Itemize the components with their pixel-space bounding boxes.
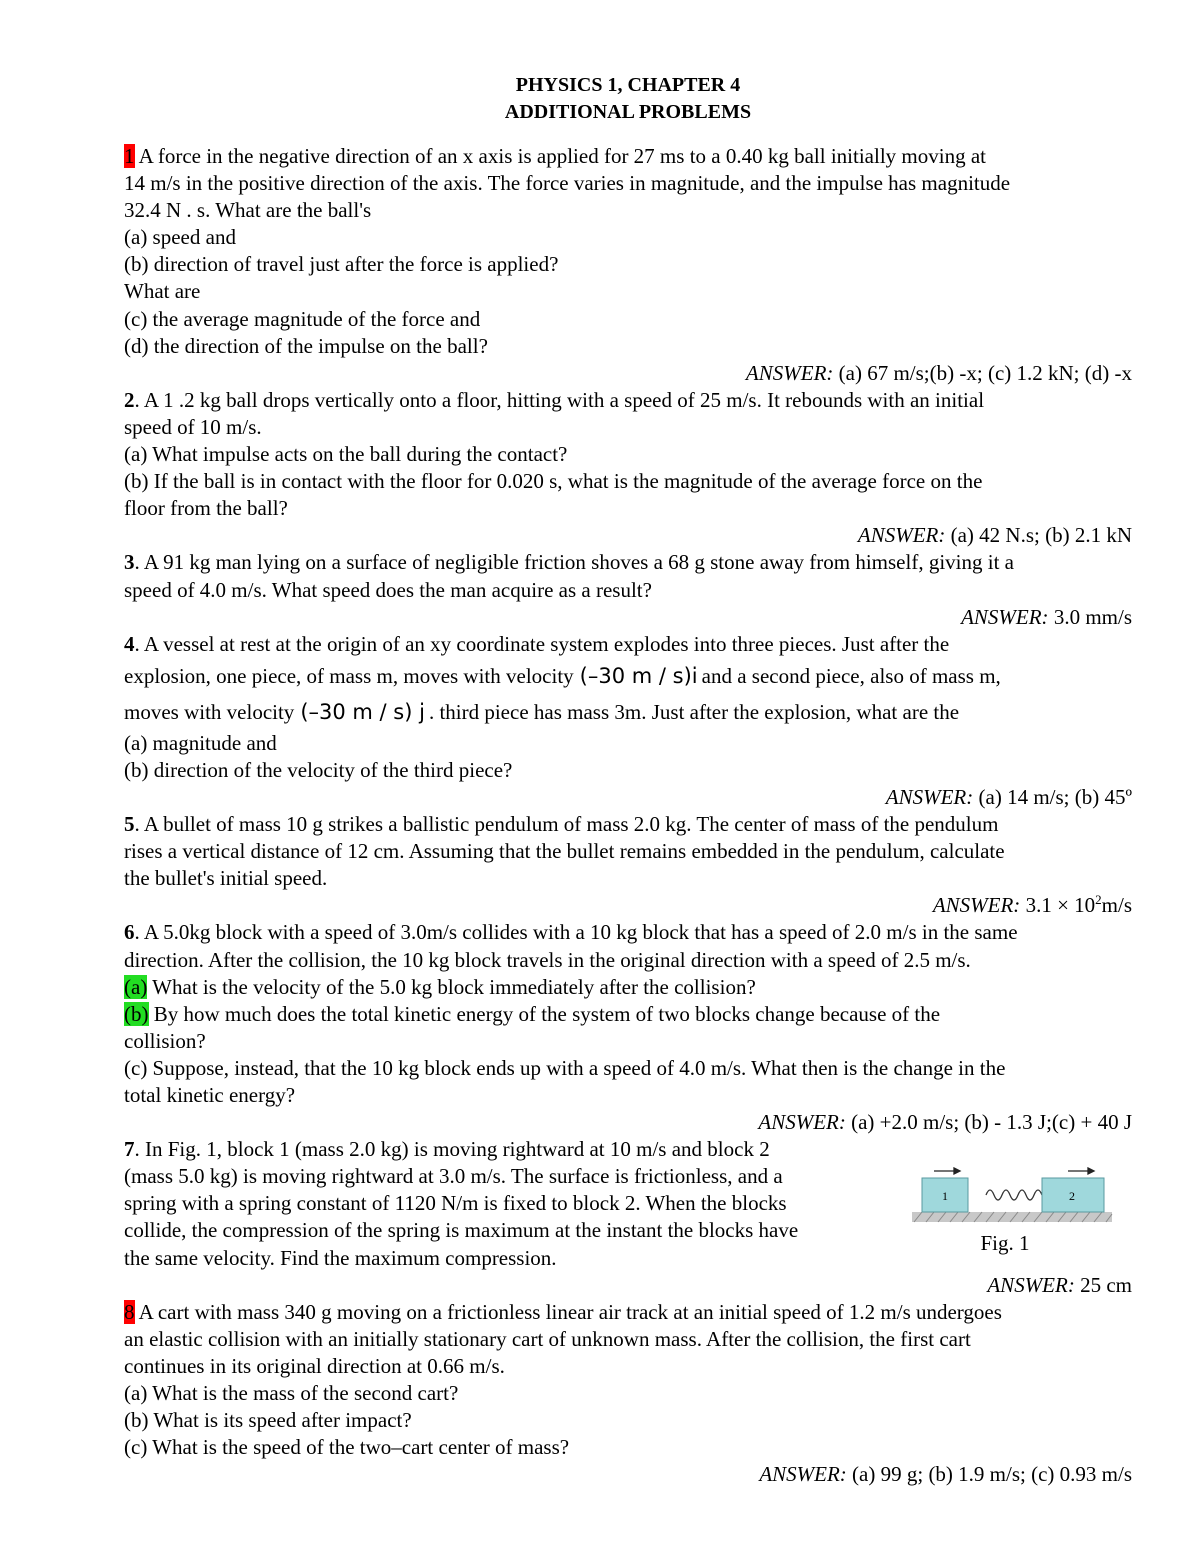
answer: ANSWER: (a) +2.0 m/s; (b) - 1.3 J;(c) + 40 J <box>758 1110 1132 1135</box>
block-1-label: 1 <box>942 1189 948 1203</box>
problem-1: 1 A force in the negative direction of an x axis is applied for 27 ms to a 0.40 kg ball initially moving at 14 m/s in the positive direction of the axis. The force varies in magnitude, and the impulse has magnitude 32.4 N . s. What are the ball's (a) speed and (b) direction of travel just after the force is applied? What are (c) the average magnitude of the force and (d) the direction of the impulse on the ball? ANSWER: (a) 67 m/s;(b) -x; (c) 1.2 kN; (d) -x <box>124 143 1132 387</box>
problem-2: 2. A 1 .2 kg ball drops vertically onto a floor, hitting with a speed of 25 m/s. It rebounds with an initial speed of 10 m/s. (a) What impulse acts on the ball during the contact? (b) If the ball is in contact with the floor for 0.020 s, what is the magnitude of the average force on the floor from the ball? ANSWER: (a) 42 N.s; (b) 2.1 kN <box>124 387 1132 550</box>
problem-number: 2 <box>124 387 135 412</box>
velocity-vector: (–30 m / s)i <box>579 663 698 688</box>
problem-3: 3. A 91 kg man lying on a surface of negligible friction shoves a 68 g stone away from himself, giving it a speed of 4.0 m/s. What speed does the man acquire as a result? ANSWER: 3.0 mm/s <box>124 549 1132 630</box>
problem-number: 3 <box>124 550 135 575</box>
spring <box>986 1190 1042 1200</box>
block-2-label: 2 <box>1069 1189 1075 1203</box>
velocity-arrows <box>934 1168 1094 1174</box>
answer: ANSWER: (a) 67 m/s;(b) -x; (c) 1.2 kN; (d) -x <box>745 360 1132 385</box>
document-subtitle: ADDITIONAL PROBLEMS <box>504 101 752 123</box>
problem-number: 4 <box>124 631 135 656</box>
answer: ANSWER: 3.0 mm/s <box>961 604 1132 629</box>
velocity-vector: (–30 m / s) j <box>300 699 425 724</box>
problem-6: 6. A 5.0kg block with a speed of 3.0m/s collides with a 10 kg block that has a speed of 2.0 m/s in the same direction. After the collision, the 10 kg block travels in the original direction with a speed of 2.5 m/s. (a) What is the velocity of the 5.0 kg block immediately after the collision? (b) By how much does the total kinetic energy of the system of two blocks change because of the collision? (c) Suppose, instead, that the 10 kg block ends up with a speed of 4.0 m/s. What then is the change in the total kinetic energy? ANSWER: (a) +2.0 m/s; (b) - 1.3 J;(c) + 40 J <box>124 919 1132 1136</box>
document-title: PHYSICS 1, CHAPTER 4 <box>515 74 741 96</box>
problem-number: 8 <box>124 1299 135 1324</box>
answer: ANSWER: (a) 14 m/s; (b) 45º <box>885 784 1132 809</box>
answer: ANSWER: 25 cm <box>987 1272 1132 1297</box>
problem-4: 4. A vessel at rest at the origin of an xy coordinate system explodes into three pieces. Just after the explosion, one piece, of mass m, moves with velocity (–30 m / s)i and a second piece, also of mass m, moves with velocity (–30 m / s) j . third piece has mass 3m. Just after the explosion, what are the (a) magnitude and (b) direction of the velocity of the third piece? ANSWER: (a) 14 m/s; (b) 45º <box>124 631 1132 811</box>
problem-number: 1 <box>124 144 135 168</box>
figure-caption: Fig. 1 <box>980 1231 1030 1255</box>
document-page <box>124 70 1132 1488</box>
answer: ANSWER: (a) 42 N.s; (b) 2.1 kN <box>857 523 1132 548</box>
answer: ANSWER: (a) 99 g; (b) 1.9 m/s; (c) 0.93 m/s <box>759 1462 1132 1487</box>
problem-8: 8 A cart with mass 340 g moving on a frictionless linear air track at an initial speed of 1.2 m/s undergoes an elastic collision with an initially stationary cart of unknown mass. After the collision, the first cart continues in its original direction at 0.66 m/s. (a) What is the mass of the second cart? (b) What is its speed after impact? (c) What is the speed of the two–cart center of mass? ANSWER: (a) 99 g; (b) 1.9 m/s; (c) 0.93 m/s <box>124 1299 1132 1489</box>
problem-7: 7. In Fig. 1, block 1 (mass 2.0 kg) is moving rightward at 10 m/s and block 2 (mass 5.0 kg) is moving rightward at 3.0 m/s. The surface is frictionless, and a spring with a spring constant of 1120 N/m is fixed to block 2. When the blocks collide, the compression of the spring is maximum at the instant the blocks have the same velocity. Find the maximum compression. ANSWER: 25 cm <box>124 1136 1132 1299</box>
problem-number: 7 <box>124 1137 135 1162</box>
part-tag: (b) <box>124 1001 149 1026</box>
problem-number: 6 <box>124 920 135 945</box>
part-tag: (a) <box>124 974 148 999</box>
figure-1-diagram <box>910 1162 1116 1230</box>
answer: ANSWER: $3.1 \times 10^2m/s$ <box>932 892 1132 918</box>
problem-5: 5. A bullet of mass 10 g strikes a ballistic pendulum of mass 2.0 kg. The center of mass of the pendulum rises a vertical distance of 12 cm. Assuming that the bullet remains embedded in the pendulum, calculate the bullet's initial speed. ANSWER: $3.1 \times 10^2m/s$ <box>124 811 1132 919</box>
problem-number: 5 <box>124 812 135 837</box>
